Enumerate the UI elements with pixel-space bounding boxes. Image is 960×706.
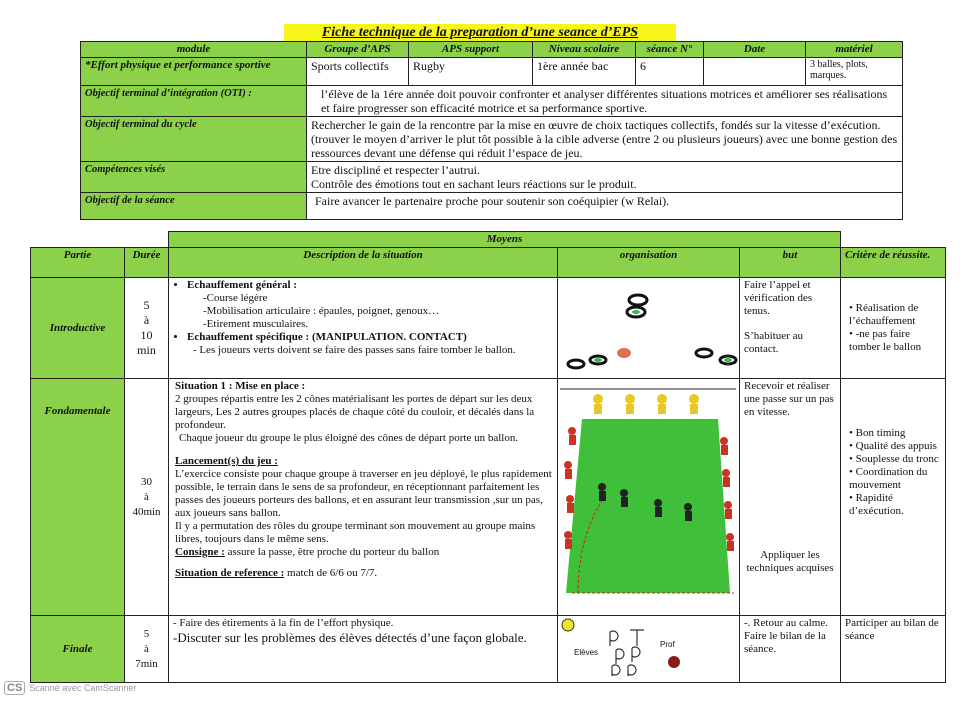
col-groupe: Groupe d’APS (307, 42, 409, 58)
col-niveau: Niveau scolaire (533, 42, 636, 58)
field-area (566, 419, 730, 593)
desc-finale (169, 616, 558, 683)
echauffement-specifique: Echauffement spécifique : (MANIPULATION. CONTACT) (187, 331, 467, 343)
sun-icon (562, 619, 574, 631)
critere-item: • Souplesse du tronc (849, 453, 941, 466)
partie-introductive: Introductive (31, 278, 125, 379)
partie-finale: Finale (31, 616, 125, 683)
col-critere: Critère de réussite. (841, 248, 946, 278)
org-introductive (558, 278, 740, 379)
but-text: Faire l’appel et vérification des tenus. (744, 279, 813, 317)
critere-finale: Participer au bilan de séance (841, 616, 946, 683)
student-figures (610, 630, 644, 676)
but-fondamentale (740, 379, 841, 616)
col-but: but (740, 248, 841, 278)
duree-value: min (137, 343, 156, 357)
col-aps: APS support (409, 42, 533, 58)
col-description: Description de la situation (169, 248, 558, 278)
desc-line: -Mobilisation articulaire : épaules, poignet, genoux… (203, 305, 440, 317)
critere-item: • Rapidité d’exécution. (849, 492, 941, 518)
competences-label: Compétences visés (81, 162, 307, 193)
critere-introductive (841, 278, 946, 379)
desc-introductive (169, 278, 558, 379)
desc-paragraph: L’exercice consiste pour chaque groupe à traverser en jeu déployé, le plus rapidement possible, le terrain dans le sens de sa profondeur, en réceptionnant parfaitement les passes des joueurs porteurs des ballons, et en assurant leur transmission ,sur un pas, aux joueurs sans ballon. (175, 468, 552, 519)
objectif-seance-text: Faire avancer le partenaire proche pour soutenir son coéquipier (w Relai). (307, 193, 903, 220)
eleves-label: Elèves (574, 648, 599, 657)
but-text: Appliquer les techniques acquises (746, 549, 834, 574)
competence-2: Contrôle des émotions tout en sachant leurs réactions sur le produit. (311, 177, 637, 191)
critere-item: • Qualité des appuis (849, 440, 941, 453)
echauffement-general: Echauffement général : (187, 279, 297, 291)
camscanner-logo: CS (4, 681, 25, 695)
oti-label: Objectif terminal d’intégration (OTI) : (81, 86, 307, 117)
field-diagram (558, 379, 740, 611)
desc-paragraph: 2 groupes répartis entre les 2 cônes matérialisant les portes de départ sur les deux largeurs, Les 2 autres groupes placés de chaque côté du couloir, et décalés dans la profondeur. (175, 393, 535, 431)
desc-paragraph: Chaque joueur du groupe le plus éloigné des cônes de départ porte un ballon. (179, 432, 519, 444)
but-text: Recevoir et réaliser une passe sur un pas en vitesse. (744, 380, 834, 418)
situation-title: Situation 1 : Mise en place : (175, 380, 306, 392)
desc-paragraph: Il y a permutation des rôles du groupe terminant son mouvement au groupe mains libres, toujours dans le même sens. (175, 520, 536, 545)
consigne-label: Consigne : (175, 546, 225, 558)
partie-fondamentale: Fondamentale (31, 379, 125, 616)
duree-finale (125, 616, 169, 683)
duree-introductive (125, 278, 169, 379)
duree-value: 5 (143, 298, 150, 312)
critere-item: • Réalisation de l’échauffement (849, 302, 941, 328)
desc-fondamentale (169, 379, 558, 616)
warmup-diagram (558, 278, 740, 374)
col-duree: Durée (125, 248, 169, 278)
niveau-value: 1ère année bac (533, 58, 636, 86)
but-text: S’habituer au contact. (744, 330, 803, 355)
consigne-text: assure la passe, être proche du porteur du ballon (227, 546, 440, 558)
org-finale (558, 616, 740, 683)
col-date: Date (704, 42, 806, 58)
desc-line: -Course légère (203, 292, 268, 304)
col-organisation: organisation (558, 248, 740, 278)
critere-item: • Bon timing (849, 427, 941, 440)
players-top (593, 394, 699, 414)
critere-item: • -ne pas faire tomber le ballon (849, 328, 941, 354)
competences-text (307, 162, 903, 193)
duree-value: à (143, 313, 150, 327)
duree-value: 5 (143, 627, 150, 640)
groupe-value: Sports collectifs (307, 58, 409, 86)
aps-value: Rugby (409, 58, 533, 86)
ball-icon (617, 348, 631, 358)
but-introductive (740, 278, 841, 379)
but-finale: -. Retour au calme. Faire le bilan de la séance. (740, 616, 841, 683)
lancement-title: Lancement(s) du jeu : (175, 455, 278, 467)
scanner-text: Scanné avec CamScanner (29, 683, 137, 693)
otc-label: Objectif terminal du cycle (81, 117, 307, 162)
critere-item: • Coordination du mouvement (849, 466, 941, 492)
duree-value: à (144, 642, 149, 655)
desc-line: -Discuter sur les problèmes des élèves détectés d’une façon globale. (173, 630, 527, 645)
player-group-left (568, 356, 606, 368)
prof-label: Prof (660, 640, 675, 649)
duree-value: 7min (135, 657, 158, 670)
reference-label: Situation de reference : (175, 567, 285, 579)
session-table (30, 231, 946, 683)
duree-value: 40min (132, 505, 161, 518)
seance-value: 6 (636, 58, 704, 86)
org-fondamentale (558, 379, 740, 616)
critere-fondamentale (841, 379, 946, 616)
objectif-seance-label: Objectif de la séance (81, 193, 307, 220)
duree-fondamentale (125, 379, 169, 616)
player-group-top (627, 295, 647, 317)
materiel-value: 3 balles, plots, marques. (806, 58, 903, 86)
col-seance: séance N° (636, 42, 704, 58)
duree-value: 10 (140, 328, 153, 342)
player-group-right (696, 349, 736, 364)
desc-line: - Les joueurs verts doivent se faire des passes sans faire tomber le ballon. (193, 344, 516, 356)
header-table (80, 41, 903, 220)
moyens-header: Moyens (169, 232, 841, 248)
col-partie: Partie (31, 248, 125, 278)
otc-text: Rechercher le gain de la rencontre par la mise en œuvre de choix tactiques collectifs, fondés sur la vitesse d’exécution. (trouver le moyen d’arriver le plut tôt possible à la cible adverse (entre 2 ou plusieurs joueurs) avec une bonne gestion des ressources devant une défense qui réduit l’espace de jeu. (307, 117, 903, 162)
prof-icon (668, 656, 680, 668)
reference-text: match de 6/6 ou 7/7. (287, 567, 378, 579)
competence-1: Etre discipliné et respecter l’autrui. (311, 163, 480, 177)
duree-value: à (144, 490, 149, 503)
desc-line: -Etirement musculaires. (203, 318, 309, 330)
desc-line: - Faire des étirements à la fin de l’effort physique. (173, 617, 394, 629)
duree-value: 30 (141, 475, 152, 488)
oti-text: l’élève de la 1ére année doit pouvoir confronter et analyser différentes situations motrices et améliorer ses réalisations et faire progresser son efficacité motrice et sa performance sportive. (307, 86, 903, 117)
sheet-title: Fiche technique de la preparation d’une seance d’EPS (284, 24, 676, 42)
module-value: *Effort physique et performance sportive (81, 58, 307, 86)
scanner-footer (4, 681, 136, 695)
col-module: module (81, 42, 307, 58)
col-materiel: matériel (806, 42, 903, 58)
date-value (704, 58, 806, 86)
